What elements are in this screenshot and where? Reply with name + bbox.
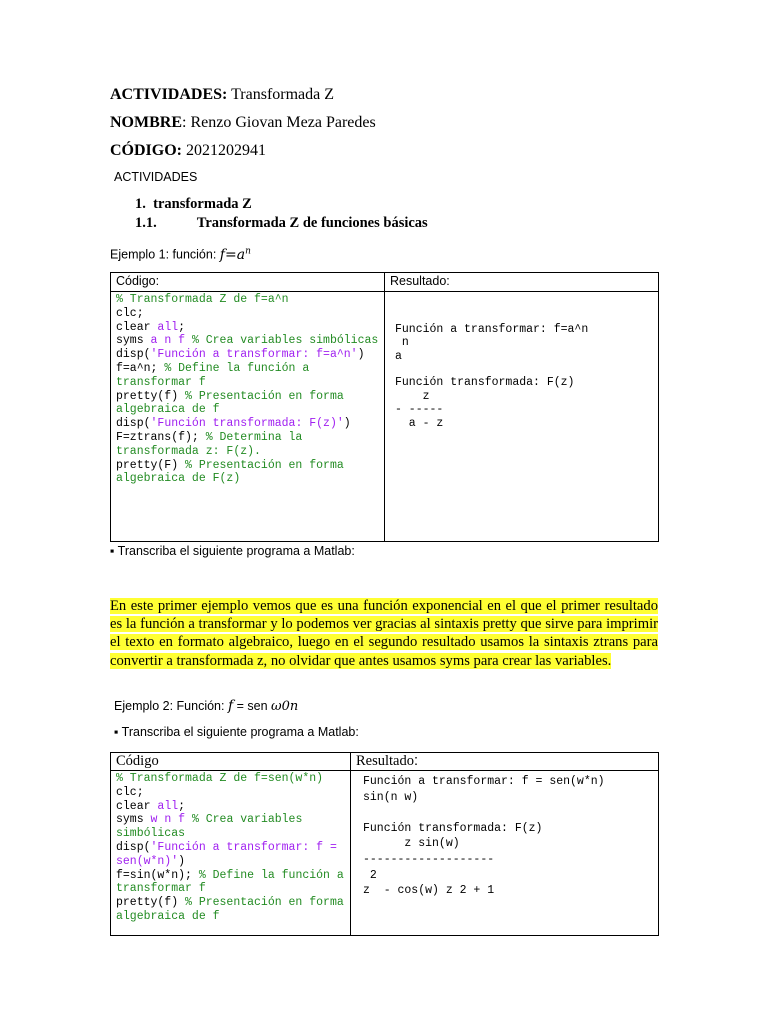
code-line <box>116 841 345 869</box>
activity-label: ACTIVIDADES: <box>110 86 228 103</box>
code-comment: % Presentación en forma algebraica de F(z) <box>116 458 351 486</box>
code-line <box>116 307 379 321</box>
code-line <box>116 459 379 487</box>
code-text: ; <box>178 320 186 334</box>
code-string: 'Función a transformar: f=a^n' <box>150 348 358 362</box>
code-string: 'Función transformada: F(z)' <box>150 417 344 431</box>
activity-heading <box>110 86 334 104</box>
code-text: disp( <box>116 417 151 431</box>
code-line <box>116 348 379 362</box>
result-line <box>395 309 648 322</box>
result-line: - ----- <box>395 403 444 417</box>
example2-code-block <box>111 771 350 925</box>
code-text: clear <box>116 320 158 334</box>
code-line <box>116 293 379 307</box>
code-text: f=sin(w*n); <box>116 868 199 882</box>
code-string: w n f <box>150 813 192 827</box>
subsection-title-text: Transformada Z de funciones básicas <box>196 215 428 231</box>
result-line: Función a transformar: f = sen(w*n) <box>363 775 605 788</box>
result-line: Función a transformar: f=a^n <box>395 322 589 336</box>
code-string: all <box>157 320 179 334</box>
example1-code-cell <box>111 292 385 542</box>
code-text: pretty(f) <box>116 389 186 403</box>
code-comment: % Presentación en forma algebraica de f <box>116 389 351 417</box>
result-line: ------------------- <box>363 852 495 866</box>
code-comment: % Determina la transformada z: F(z). <box>116 430 310 458</box>
name-label: NOMBRE <box>110 114 182 131</box>
code-comment: % Define la función a transformar f <box>116 361 317 389</box>
name-value: : Renzo Giovan Meza Paredes <box>182 114 376 131</box>
example2-code-cell <box>111 771 351 936</box>
subtitle: ACTIVIDADES <box>114 170 198 184</box>
code-string: a n f <box>150 334 192 348</box>
code-text: pretty(F) <box>116 458 186 472</box>
result-line: Función transformada: F(z) <box>363 821 543 835</box>
code-line <box>116 786 345 800</box>
code-text: F=ztrans(f); <box>116 430 206 444</box>
subsection-title <box>135 215 428 232</box>
code-text: disp( <box>116 348 151 362</box>
code-line <box>116 896 351 924</box>
code-label: CÓDIGO: <box>110 142 182 159</box>
result-line: n <box>395 336 409 350</box>
omega-formula: ω0n <box>271 699 299 714</box>
example1-result-header: Resultado: <box>385 273 659 292</box>
result-line: a <box>395 349 402 363</box>
code-text: clc; <box>116 785 144 799</box>
code-text: disp( <box>116 840 151 854</box>
code-comment: % Crea variables simbólicas <box>191 334 379 348</box>
result-line <box>395 363 648 376</box>
code-comment: % Presentación en forma algebraica de f <box>116 896 351 923</box>
result-line: a - z <box>395 416 444 430</box>
example1-result-block <box>385 292 658 430</box>
result-line: z sin(w) <box>363 837 460 851</box>
code-comment: % Transformada Z de f=sen(w*n) <box>116 772 324 785</box>
result-line <box>363 805 646 821</box>
example1-formula: $f=a^n$ <box>219 246 251 263</box>
section-title <box>135 196 252 213</box>
code-text: ) <box>178 854 186 868</box>
code-text: clc; <box>116 306 144 320</box>
bullet-instruction-1: ▪ Transcriba el siguiente programa a Matlab: <box>110 544 355 558</box>
section-number: 1. <box>135 196 146 212</box>
example2-result-header: Resultado: <box>351 753 659 771</box>
highlighted-text: En este primer ejemplo vemos que es una función exponencial en el que el primer resultado es la función a transformar y lo podemos ver gracias al sintaxis pretty que sirve para imprimir el texto en formato algebraico, luego en el segundo resultado usamos la sintaxis ztrans para convertir a transformada z, no olvidar que antes usamos syms para crear las variables. <box>110 598 658 669</box>
activity-value: Transformada Z <box>227 86 335 103</box>
code-line <box>116 390 379 418</box>
code-line <box>116 813 345 841</box>
result-line: z - cos(w) z 2 + 1 <box>363 884 495 898</box>
code-text: clear <box>116 799 158 813</box>
example2-table <box>110 752 659 936</box>
name-heading <box>110 114 376 132</box>
bullet-instruction-2: ▪ Transcriba el siguiente programa a Matlab: <box>114 725 359 739</box>
result-line: 2 <box>363 868 377 882</box>
code-line <box>116 417 379 431</box>
subsection-number: 1.1. <box>135 215 157 231</box>
example2-result-block <box>351 771 658 899</box>
code-text: pretty(f) <box>116 896 186 910</box>
code-line <box>116 868 351 897</box>
code-text: ) <box>357 348 365 362</box>
example1-table <box>110 272 659 542</box>
code-comment: % Crea variables simbólicas <box>116 813 310 841</box>
code-line <box>116 431 379 459</box>
code-heading <box>110 142 266 160</box>
result-line <box>395 296 648 309</box>
example2-result-cell <box>351 771 659 936</box>
code-value: 2021202941 <box>182 142 266 159</box>
example1-code-header: Código: <box>111 273 385 292</box>
code-text: f=a^n; <box>116 361 165 375</box>
code-comment: % Define la función a transformar f <box>116 868 351 896</box>
code-text: syms <box>116 334 151 348</box>
code-line <box>116 772 345 786</box>
result-line: sin(n w) <box>363 790 419 804</box>
example2-label: Ejemplo 2: Función: f = sen ω0n <box>114 698 299 714</box>
code-text: ) <box>343 417 351 431</box>
example2-code-header: Código <box>111 753 351 771</box>
example1-result-cell <box>385 292 659 542</box>
code-line <box>116 362 379 390</box>
result-line: z <box>395 389 430 403</box>
code-comment: % Transformada Z de f=a^n <box>116 293 289 306</box>
code-text: syms <box>116 813 151 827</box>
code-line <box>116 321 379 335</box>
code-text: ; <box>178 799 186 813</box>
code-string: all <box>157 799 179 813</box>
explanation-paragraph <box>110 597 658 670</box>
code-line <box>116 800 345 814</box>
example1-label: Ejemplo 1: función: $f=a^n$ <box>110 246 251 263</box>
code-string: 'Función a transformar: f = sen(w*n)' <box>116 840 344 868</box>
example1-code-block <box>111 292 384 487</box>
code-line <box>116 334 379 348</box>
result-line: Función transformada: F(z) <box>395 376 575 390</box>
section-title-text: transformada Z <box>153 196 252 212</box>
